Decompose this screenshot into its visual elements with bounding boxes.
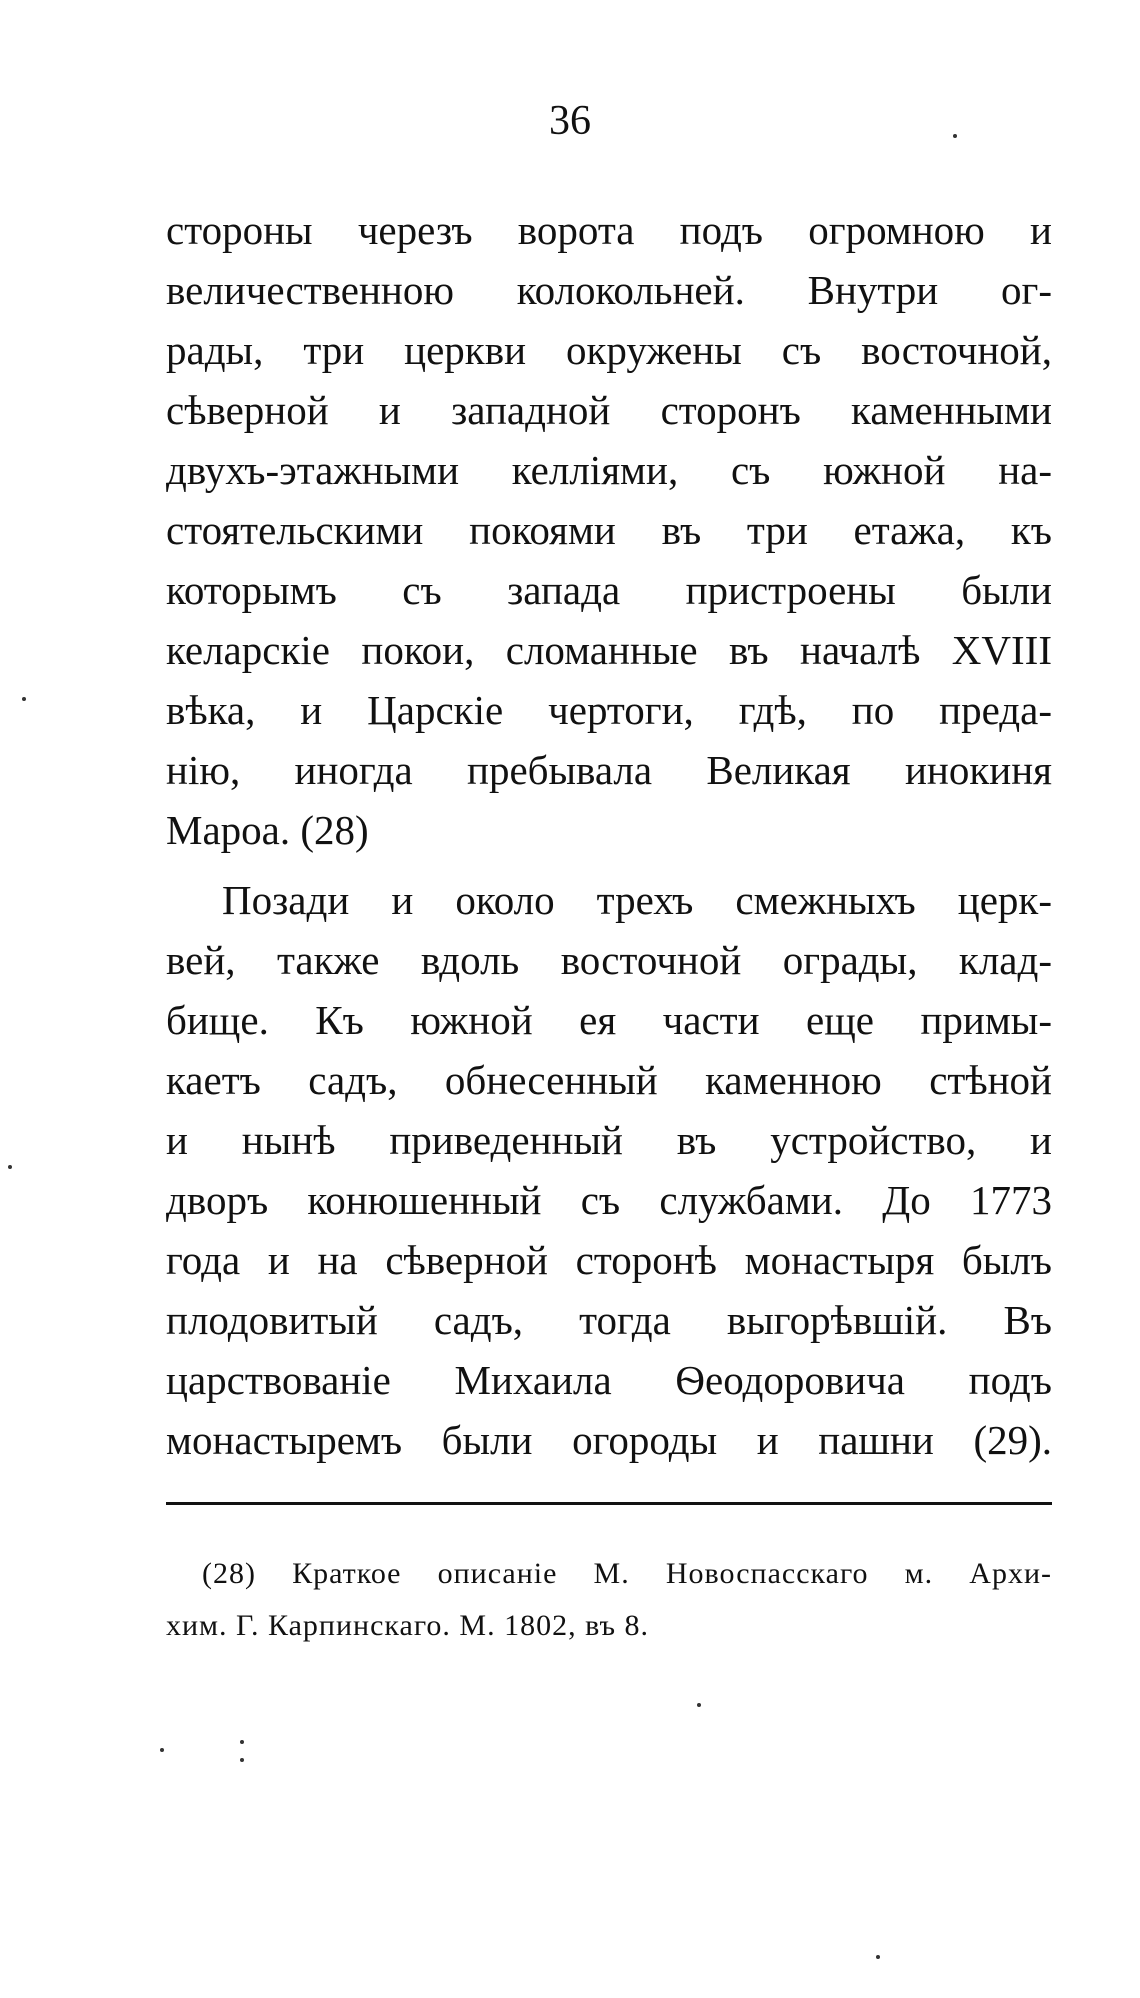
text-line: келарскіе покои, сломанные въ началѣ XVIII (166, 627, 1052, 673)
scan-speck (240, 1758, 244, 1762)
text-line: двухъ-этажными келліями, съ южной на- (166, 447, 1052, 493)
scan-speck (240, 1740, 244, 1744)
text-line: величественною колокольней. Внутри ог- (166, 267, 1052, 313)
text-line: вей, также вдоль восточной ограды, клад- (166, 937, 1052, 983)
text-line: стоятельскими покоями въ три етажа, къ (166, 507, 1052, 553)
text-line: Позади и около трехъ смежныхъ церк- (222, 877, 1052, 923)
text-line: монастыремъ были огороды и пашни (29). (166, 1417, 1052, 1463)
page-number: 36 (549, 98, 591, 144)
text-line: бище. Къ южной ея части еще примы- (166, 997, 1052, 1043)
scan-speck (697, 1703, 701, 1707)
paragraph-2 (166, 870, 1052, 1470)
paragraph-1 (166, 200, 1052, 860)
scan-speck (953, 134, 957, 138)
footnote-separator (166, 1502, 1052, 1505)
scan-speck (160, 1748, 164, 1752)
main-text (166, 200, 1052, 1470)
text-line: стороны черезъ ворота подъ огромною и (166, 207, 1052, 253)
text-line: года и на сѣверной сторонѣ монастыря былъ (166, 1237, 1052, 1283)
scan-speck (8, 1165, 12, 1169)
footnote (166, 1548, 1052, 1652)
scan-speck (876, 1955, 880, 1959)
text-line: которымъ съ запада пристроены были (166, 567, 1052, 613)
scan-speck (22, 697, 26, 701)
text-line: нію, иногда пребывала Великая инокиня (166, 747, 1052, 793)
text-line: царствованіе Михаила Ѳеодоровича подъ (166, 1357, 1052, 1403)
text-line: рады, три церкви окружены съ восточной, (166, 327, 1052, 373)
text-line: Мароа. (28) (166, 807, 369, 853)
text-line: вѣка, и Царскіе чертоги, гдѣ, по преда- (166, 687, 1052, 733)
footnote-line: хим. Г. Карпинскаго. М. 1802, въ 8. (166, 1609, 650, 1642)
footnote-line: (28) Краткое описаніе М. Новоспасскаго м. Архи- (202, 1557, 1052, 1590)
text-line: плодовитый садъ, тогда выгорѣвшій. Въ (166, 1297, 1052, 1343)
text-line: и нынѣ приведенный въ устройство, и (166, 1117, 1052, 1163)
text-line: каетъ садъ, обнесенный каменною стѣной (166, 1057, 1052, 1103)
text-line: сѣверной и западной сторонъ каменными (166, 387, 1052, 433)
text-line: дворъ конюшенный съ службами. До 1773 (166, 1177, 1052, 1223)
